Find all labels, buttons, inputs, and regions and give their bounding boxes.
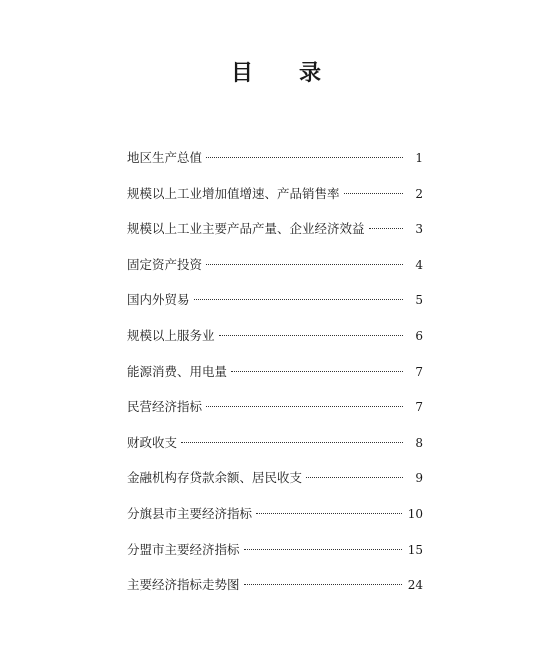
toc-entry-label: 规模以上工业增加值增速、产品销售率	[127, 185, 340, 201]
toc-entry-page: 1	[415, 151, 423, 165]
toc-entry[interactable]	[127, 354, 423, 390]
toc-dot-leader	[206, 157, 403, 158]
toc-entry-page: 2	[415, 186, 423, 201]
page-title	[0, 56, 554, 87]
toc-entry-label: 规模以上工业主要产品产量、企业经济效益	[127, 221, 365, 237]
toc-entry-page: 6	[415, 328, 423, 343]
toc-entry[interactable]	[127, 140, 423, 176]
toc-entry[interactable]	[127, 496, 423, 532]
toc-entry-label: 规模以上服务业	[127, 327, 215, 343]
toc-dot-leader	[244, 549, 402, 550]
toc-entry-label: 能源消费、用电量	[127, 363, 228, 379]
toc-entry-label: 分盟市主要经济指标	[127, 541, 240, 557]
toc-dot-leader	[369, 228, 403, 229]
toc-entry[interactable]	[127, 318, 423, 354]
toc-dot-leader	[344, 193, 403, 194]
toc-entry-page: 5	[415, 293, 423, 308]
toc-entry-label: 民营经济指标	[127, 399, 203, 415]
toc-dot-leader	[219, 335, 403, 336]
toc-entry-label: 地区生产总值	[127, 150, 203, 165]
toc-dot-leader	[231, 371, 403, 372]
table-of-contents	[127, 140, 423, 603]
toc-entry-label: 主要经济指标走势图	[127, 577, 240, 593]
toc-entry-page: 7	[415, 400, 423, 415]
toc-entry-page: 3	[415, 222, 423, 237]
toc-dot-leader	[194, 299, 403, 300]
toc-entry[interactable]	[127, 532, 423, 568]
toc-dot-leader	[244, 584, 402, 585]
toc-entry-page: 24	[407, 578, 423, 593]
toc-dot-leader	[181, 442, 403, 443]
toc-entry-label: 分旗县市主要经济指标	[127, 505, 253, 521]
toc-dot-leader	[206, 406, 403, 407]
page-title-char-2: 录	[299, 61, 324, 86]
toc-entry-label: 财政收支	[127, 434, 178, 450]
toc-entry-page: 8	[415, 435, 423, 450]
toc-entry-page: 9	[415, 471, 423, 486]
toc-entry-label: 金融机构存贷款余额、居民收支	[127, 470, 303, 486]
toc-entry-page: 4	[415, 257, 423, 272]
toc-entry[interactable]	[127, 282, 423, 318]
toc-entry[interactable]	[127, 460, 423, 496]
toc-entry[interactable]	[127, 425, 423, 461]
toc-entry[interactable]	[127, 211, 423, 247]
toc-entry[interactable]	[127, 567, 423, 603]
toc-entry[interactable]	[127, 247, 423, 283]
toc-dot-leader	[306, 477, 403, 478]
toc-dot-leader	[256, 513, 402, 514]
toc-entry-page: 7	[415, 364, 423, 379]
page-title-char-1: 目	[230, 61, 255, 86]
toc-entry[interactable]	[127, 389, 423, 425]
toc-dot-leader	[206, 264, 403, 265]
toc-entry-page: 10	[407, 506, 423, 521]
toc-entry-label: 固定资产投资	[127, 256, 203, 272]
toc-entry-label: 国内外贸易	[127, 292, 190, 308]
toc-entry-page: 15	[407, 542, 423, 557]
toc-entry[interactable]	[127, 176, 423, 212]
